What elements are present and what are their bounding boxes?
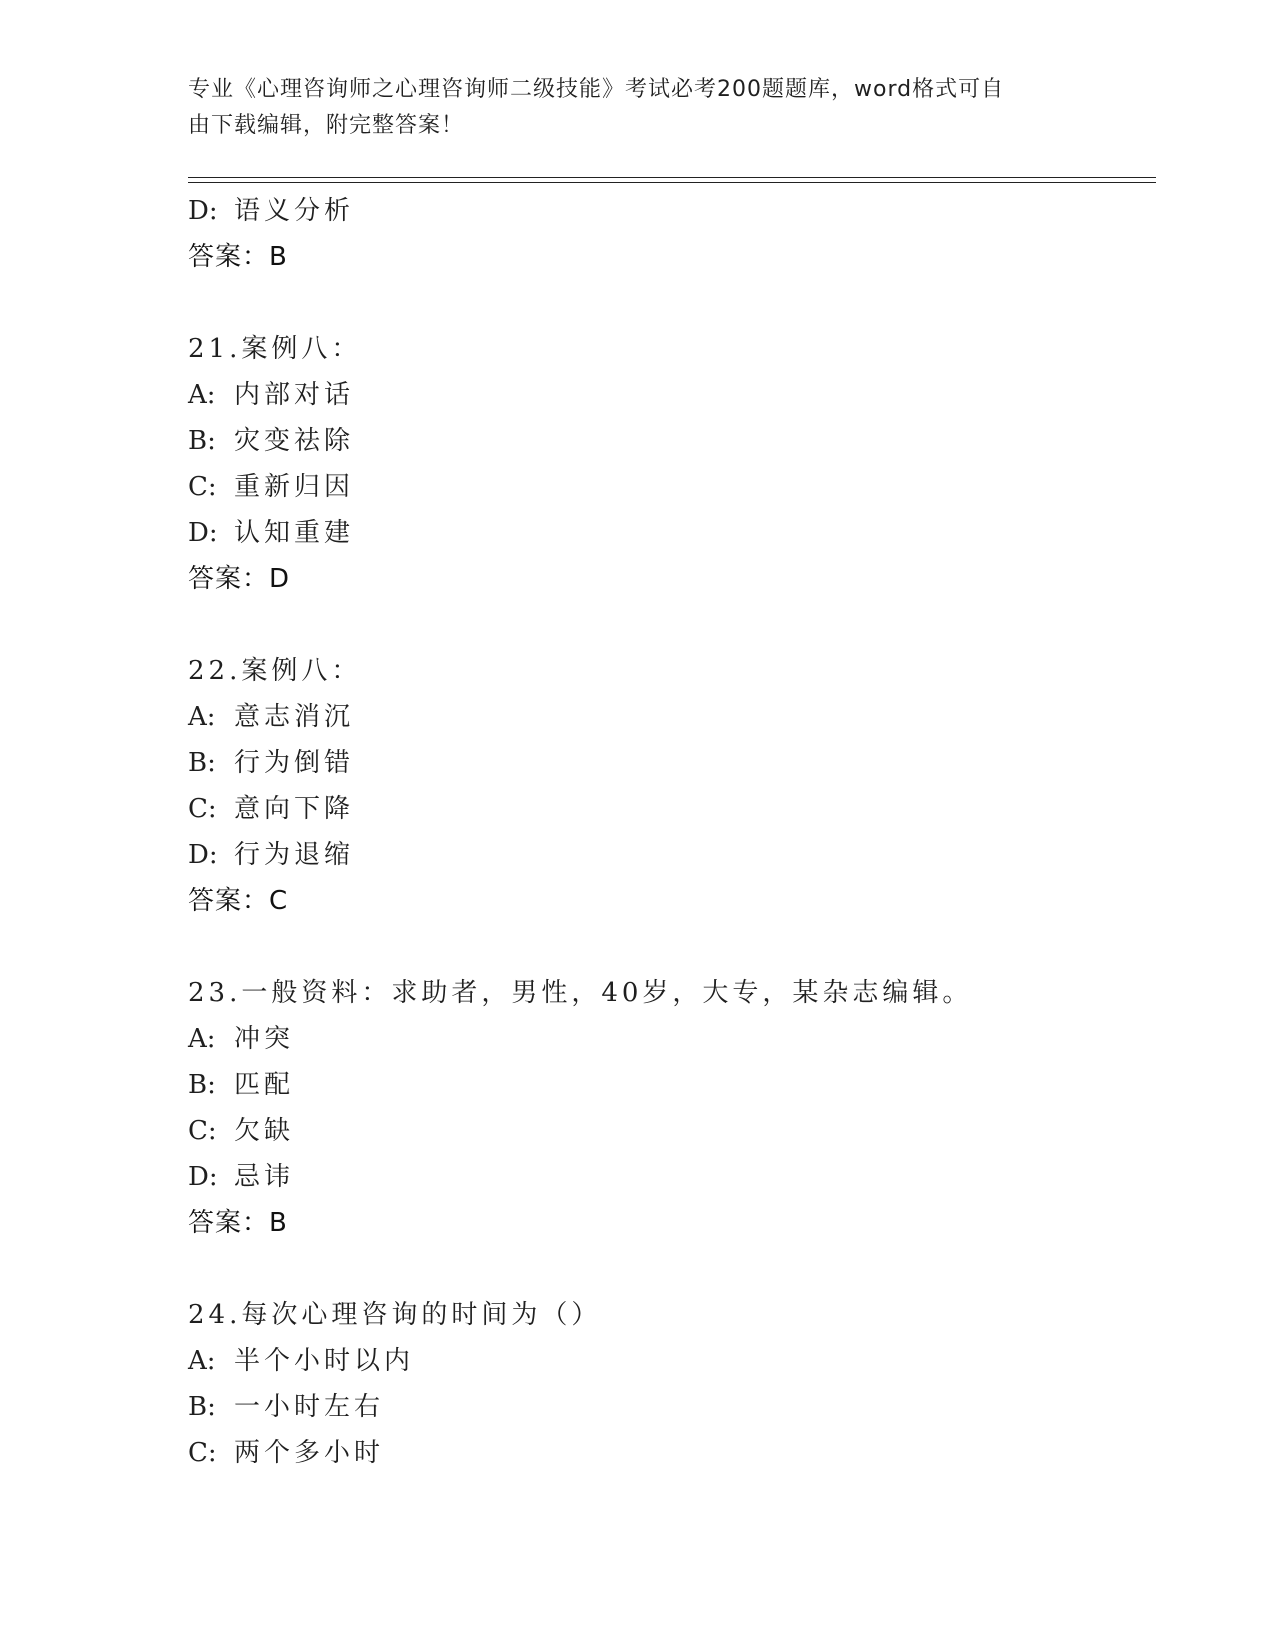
option-key: B: <box>188 1070 216 1100</box>
header-line-1: 专业《心理咨询师之心理咨询师二级技能》考试必考200题题库，word格式可自 <box>188 77 1005 102</box>
option-text: 认知重建 <box>234 518 355 548</box>
question-21 <box>188 326 1156 602</box>
option-key: B: <box>188 426 216 456</box>
option-text: 行为退缩 <box>234 840 355 870</box>
option-text: 冲突 <box>234 1024 295 1054</box>
option-text: 一小时左右 <box>234 1392 385 1422</box>
answer-line: 答案：B <box>188 1208 288 1238</box>
question-stem: 24.每次心理咨询的时间为（） <box>188 1300 602 1330</box>
option-key: C: <box>188 1116 217 1146</box>
option-key: A: <box>188 702 216 732</box>
option-b <box>188 1384 1156 1430</box>
option-d <box>188 188 1156 234</box>
answer-line: 答案：B <box>188 242 288 272</box>
spacer <box>188 924 1156 970</box>
option-text: 匹配 <box>234 1070 295 1100</box>
option-key: C: <box>188 1438 217 1468</box>
option-text: 两个多小时 <box>234 1438 385 1468</box>
option-key: D: <box>188 840 218 870</box>
option-key: A: <box>188 380 216 410</box>
option-text: 重新归因 <box>234 472 355 502</box>
answer-line: 答案：D <box>188 564 291 594</box>
option-key: A: <box>188 1024 216 1054</box>
header-divider-bottom <box>188 182 1156 183</box>
option-key: C: <box>188 472 217 502</box>
option-text: 半个小时以内 <box>234 1346 415 1376</box>
option-text: 行为倒错 <box>234 748 355 778</box>
option-b <box>188 418 1156 464</box>
option-b <box>188 1062 1156 1108</box>
option-d <box>188 1154 1156 1200</box>
option-key: D: <box>188 196 218 226</box>
option-c <box>188 464 1156 510</box>
option-text: 忌讳 <box>234 1162 295 1192</box>
document-header <box>188 72 1068 144</box>
option-key: B: <box>188 1392 216 1422</box>
question-23 <box>188 970 1156 1246</box>
option-text: 语义分析 <box>234 196 355 226</box>
option-key: C: <box>188 794 217 824</box>
option-key: D: <box>188 518 218 548</box>
question-stem: 23.一般资料：求助者，男性，40岁，大专，某杂志编辑。 <box>188 978 973 1008</box>
option-key: A: <box>188 1346 216 1376</box>
option-c <box>188 786 1156 832</box>
question-list <box>188 188 1156 1476</box>
option-text: 欠缺 <box>234 1116 295 1146</box>
spacer <box>188 280 1156 326</box>
option-text: 意向下降 <box>234 794 355 824</box>
option-a <box>188 1016 1156 1062</box>
option-d <box>188 832 1156 878</box>
spacer <box>188 1246 1156 1292</box>
question-22 <box>188 648 1156 924</box>
option-text: 灾变祛除 <box>234 426 355 456</box>
option-a <box>188 694 1156 740</box>
option-key: B: <box>188 748 216 778</box>
option-key: D: <box>188 1162 218 1192</box>
question-stem: 22.案例八： <box>188 656 362 686</box>
option-d <box>188 510 1156 556</box>
option-c <box>188 1430 1156 1476</box>
header-line-2: 由下载编辑，附完整答案！ <box>188 113 465 138</box>
option-b <box>188 740 1156 786</box>
question-24 <box>188 1292 1156 1476</box>
option-text: 内部对话 <box>234 380 355 410</box>
option-a <box>188 1338 1156 1384</box>
option-c <box>188 1108 1156 1154</box>
spacer <box>188 602 1156 648</box>
option-a <box>188 372 1156 418</box>
header-divider-top <box>188 177 1156 178</box>
answer-line: 答案：C <box>188 886 289 916</box>
option-text: 意志消沉 <box>234 702 355 732</box>
question-stem: 21.案例八： <box>188 334 362 364</box>
